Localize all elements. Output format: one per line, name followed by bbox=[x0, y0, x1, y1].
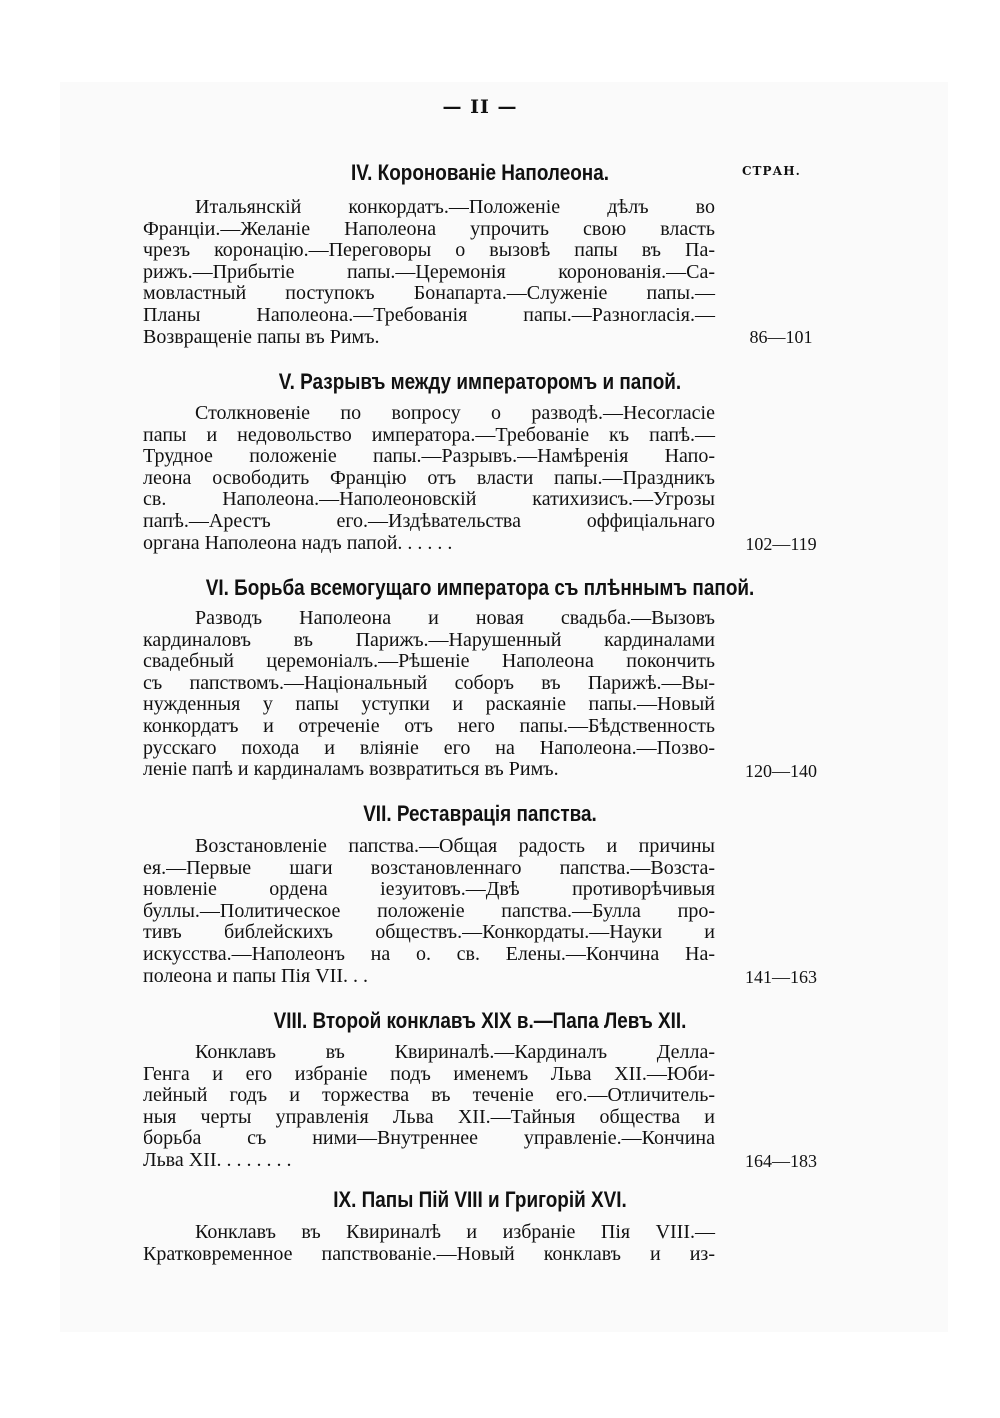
summary-line: искусства.—Наполеонъ на о. св. Елены.—Кончина На- bbox=[143, 942, 715, 965]
summary-line: нужденныя у папы уступки и раскаяніе папы.—Новый bbox=[143, 693, 715, 716]
summary-line: Трудное положеніе папы.—Разрывъ.—Намѣренія Напо- bbox=[143, 445, 715, 468]
section-heading: VII. Реставрація папства. bbox=[363, 801, 597, 826]
summary-line: ныя черты управленія Льва XII.—Тайныя общества и bbox=[143, 1105, 715, 1128]
section-summary bbox=[143, 1042, 715, 1172]
summary-line: тивъ библейскихъ обществъ.—Конкордаты.—Науки и bbox=[143, 921, 715, 944]
summary-line: чрезъ коронацію.—Переговоры о вызовѣ папы въ Па- bbox=[143, 239, 715, 262]
summary-line: папы и недовольство императора.—Требованіе къ папѣ.— bbox=[143, 423, 715, 446]
summary-line: органа Наполеона надъ папой. . . . . . bbox=[143, 531, 453, 554]
summary-line: Разводъ Наполеона и новая свадьба.—Вызовъ bbox=[195, 607, 715, 629]
summary-line: Генга и его избраніе подъ именемъ Льва XII.—Юби- bbox=[143, 1062, 715, 1085]
page-range: 120—140 bbox=[745, 761, 817, 781]
page-range: 86—101 bbox=[749, 327, 813, 347]
summary-line: буллы.—Политическое положеніе папства.—Булла про- bbox=[143, 899, 715, 922]
page-range: 141—163 bbox=[745, 967, 817, 987]
summary-line: новленіе ордена іезуитовъ.—Двѣ противорѣчивыя bbox=[143, 878, 715, 901]
summary-line: св. Наполеона.—Наполеоновскій катихизисъ.—Угрозы bbox=[143, 488, 715, 511]
summary-line: Возстановленіе папства.—Общая радость и причины bbox=[195, 835, 715, 857]
section-heading: VI. Борьба всемогущаго императора съ плѣннымъ папой. bbox=[205, 575, 755, 600]
page-range: 164—183 bbox=[745, 1151, 817, 1171]
pages-column-label: СТРАН. bbox=[742, 164, 801, 178]
summary-line: борьба съ ними—Внутреннее управленіе.—Кончина bbox=[143, 1127, 715, 1150]
summary-line: Столкновеніе по вопросу о разводѣ.—Несогласіе bbox=[195, 402, 715, 424]
section-heading: VIII. Второй конклавъ XIX в.—Папа Левъ XII. bbox=[273, 1008, 687, 1033]
summary-line: полеона и папы Пія VII. . . bbox=[143, 964, 368, 987]
section-summary bbox=[143, 1222, 715, 1265]
summary-line: Конклавъ въ Квириналѣ.—Кардиналъ Делла- bbox=[195, 1041, 715, 1063]
summary-line: леніе папѣ и кардиналамъ возвратиться въ Римъ. bbox=[143, 758, 559, 781]
summary-line: леона освободить Францію отъ власти папы.—Праздникъ bbox=[143, 466, 715, 489]
section-summary bbox=[143, 836, 715, 987]
summary-line: Франціи.—Желаніе Наполеона упрочить свою власть bbox=[143, 217, 715, 240]
summary-line: рижъ.—Прибытіе папы.—Церемонія коронованія.—Са- bbox=[143, 260, 715, 283]
summary-line: Планы Наполеона.—Требованія папы.—Разногласія.— bbox=[143, 303, 715, 326]
summary-line: конкордатъ и отреченіе отъ него папы.—Бѣдственность bbox=[143, 714, 715, 737]
section-heading: IX. Папы Пій VIII и Григорій XVI. bbox=[333, 1187, 627, 1212]
summary-line: съ папствомъ.—Національный соборъ въ Парижѣ.—Вы- bbox=[143, 671, 715, 694]
summary-line: папѣ.—Арестъ его.—Издѣвательства оффиціальнаго bbox=[143, 509, 715, 532]
summary-line: свадебный церемоніалъ.—Рѣшеніе Наполеона покончить bbox=[143, 650, 715, 673]
summary-line: Возвращеніе папы въ Римъ. bbox=[143, 325, 380, 348]
page-number: — II — bbox=[442, 96, 518, 118]
summary-line: русскаго похода и вліяніе его на Наполеона.—Позво- bbox=[143, 736, 715, 759]
summary-line: Кратковременное папствованіе.—Новый конклавъ и из- bbox=[143, 1242, 715, 1265]
section-summary bbox=[143, 608, 715, 781]
section-summary bbox=[143, 403, 715, 554]
page-range: 102—119 bbox=[745, 534, 817, 554]
section-heading: IV. Коронованіе Наполеона. bbox=[351, 160, 609, 185]
section-heading: V. Разрывъ между императоромъ и папой. bbox=[278, 369, 682, 394]
summary-line: Льва XII. . . . . . . . bbox=[143, 1148, 292, 1171]
summary-line: Итальянскій конкордатъ.—Положеніе дѣлъ во bbox=[195, 196, 715, 218]
summary-line: ея.—Первые шаги возстановленнаго папства.—Возста- bbox=[143, 856, 715, 879]
summary-line: Конклавъ въ Квириналѣ и избраніе Пія VIII.— bbox=[195, 1221, 715, 1243]
summary-line: кардиналовъ въ Парижъ.—Нарушенный кардиналами bbox=[143, 628, 715, 651]
section-summary bbox=[143, 197, 715, 348]
summary-line: лейный годъ и торжества въ теченіе его.—Отличитель- bbox=[143, 1084, 715, 1107]
summary-line: мовластный поступокъ Бонапарта.—Служеніе папы.— bbox=[143, 282, 715, 305]
